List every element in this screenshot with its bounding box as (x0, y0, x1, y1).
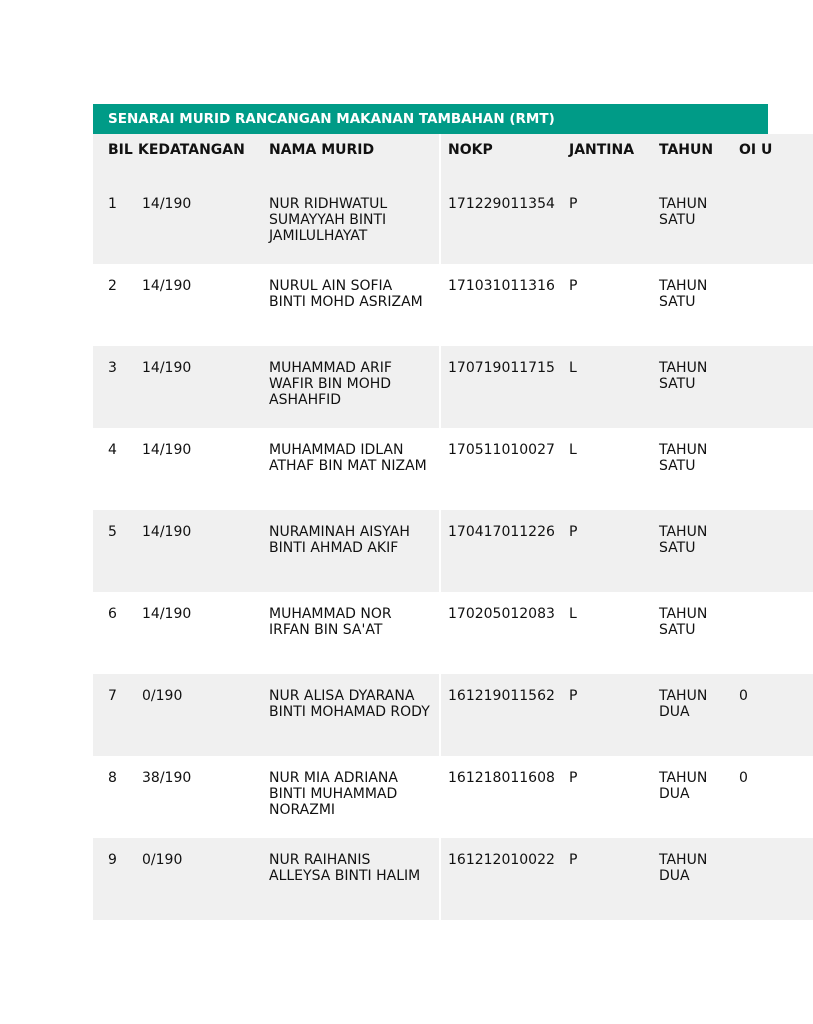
cell-tahun: TAHUN SATU (659, 606, 708, 638)
cell-jantina: P (569, 524, 578, 540)
cell-bil: 3 (108, 360, 117, 376)
cell-tahun: TAHUN SATU (659, 360, 708, 392)
table-row (93, 182, 813, 264)
cell-jantina: P (569, 196, 578, 212)
table-row (93, 592, 813, 674)
cell-nama-murid: NURUL AIN SOFIA BINTI MOHD ASRIZAM (269, 278, 423, 310)
cell-bil: 6 (108, 606, 117, 622)
cell-tahun: TAHUN DUA (659, 770, 708, 802)
cell-jantina: L (569, 606, 577, 622)
cell-tahun: TAHUN SATU (659, 196, 708, 228)
cell-tahun: TAHUN SATU (659, 524, 708, 556)
student-list-sheet (93, 104, 773, 920)
cell-bil: 1 (108, 196, 117, 212)
cell-nokp: 171031011316 (440, 264, 569, 346)
header-jantina: JANTINA (569, 142, 635, 158)
cell-jantina: P (569, 688, 578, 704)
cell-kedatangan: 14/190 (142, 196, 192, 212)
sheet-title: SENARAI MURID RANCANGAN MAKANAN TAMBAHAN (RMT) (93, 104, 768, 134)
cell-extra: 0 (739, 770, 748, 786)
cell-extra (739, 428, 813, 510)
table-row (93, 510, 813, 592)
cell-bil: 4 (108, 442, 117, 458)
cell-tahun: TAHUN SATU (659, 278, 708, 310)
cell-bil: 7 (108, 688, 117, 704)
cell-nokp: 161218011608 (440, 756, 569, 838)
cell-nama-murid: NUR MIA ADRIANA BINTI MUHAMMAD NORAZMI (269, 770, 398, 818)
cell-nama-murid: NUR RAIHANIS ALLEYSA BINTI HALIM (269, 852, 421, 884)
cell-extra (739, 182, 813, 264)
cell-bil: 8 (108, 770, 117, 786)
table-row (93, 346, 813, 428)
cell-nama-murid: MUHAMMAD NOR IRFAN BIN SA'AT (269, 606, 392, 638)
table-body (93, 182, 813, 920)
cell-jantina: L (569, 360, 577, 376)
cell-nokp: 170511010027 (440, 428, 569, 510)
table-row (93, 838, 813, 920)
cell-kedatangan: 0/190 (142, 852, 183, 868)
table-row (93, 756, 813, 838)
cell-kedatangan: 14/190 (142, 524, 192, 540)
cell-jantina: P (569, 770, 578, 786)
cell-nama-murid: NURAMINAH AISYAH BINTI AHMAD AKIF (269, 524, 410, 556)
cell-extra (739, 346, 813, 428)
cell-extra: 0 (739, 688, 748, 704)
cell-kedatangan: 0/190 (142, 688, 183, 704)
table-row (93, 674, 813, 756)
cell-extra (739, 838, 813, 920)
table-row (93, 428, 813, 510)
header-nama-murid: NAMA MURID (269, 142, 375, 158)
header-bil: BIL (108, 142, 133, 158)
cell-extra (739, 264, 813, 346)
cell-kedatangan: 14/190 (142, 606, 192, 622)
header-row (93, 134, 813, 182)
header-nokp: NOKP (440, 134, 569, 182)
cell-extra (739, 592, 813, 674)
cell-extra (739, 510, 813, 592)
header-extra: OI U (739, 142, 773, 158)
cell-nokp: 170205012083 (440, 592, 569, 674)
cell-kedatangan: 38/190 (142, 770, 192, 786)
cell-nokp: 161212010022 (440, 838, 569, 920)
table-row (93, 264, 813, 346)
cell-nokp: 170719011715 (440, 346, 569, 428)
header-kedatangan: KEDATANGAN (138, 142, 245, 158)
cell-jantina: L (569, 442, 577, 458)
header-tahun: TAHUN (659, 142, 714, 158)
cell-tahun: TAHUN SATU (659, 442, 708, 474)
cell-nama-murid: NUR ALISA DYARANA BINTI MOHAMAD RODY (269, 688, 430, 720)
cell-tahun: TAHUN DUA (659, 852, 708, 884)
cell-bil: 5 (108, 524, 117, 540)
cell-bil: 2 (108, 278, 117, 294)
cell-kedatangan: 14/190 (142, 360, 192, 376)
cell-nokp: 170417011226 (440, 510, 569, 592)
cell-jantina: P (569, 852, 578, 868)
cell-nama-murid: MUHAMMAD IDLAN ATHAF BIN MAT NIZAM (269, 442, 427, 474)
table-header (93, 134, 813, 182)
cell-nama-murid: MUHAMMAD ARIF WAFIR BIN MOHD ASHAHFID (269, 360, 392, 408)
cell-nokp: 171229011354 (440, 182, 569, 264)
cell-jantina: P (569, 278, 578, 294)
cell-kedatangan: 14/190 (142, 278, 192, 294)
cell-nama-murid: NUR RIDHWATUL SUMAYYAH BINTI JAMILULHAYAT (269, 196, 388, 244)
cell-bil: 9 (108, 852, 117, 868)
cell-nokp: 161219011562 (440, 674, 569, 756)
cell-tahun: TAHUN DUA (659, 688, 708, 720)
student-table (93, 134, 813, 920)
cell-kedatangan: 14/190 (142, 442, 192, 458)
